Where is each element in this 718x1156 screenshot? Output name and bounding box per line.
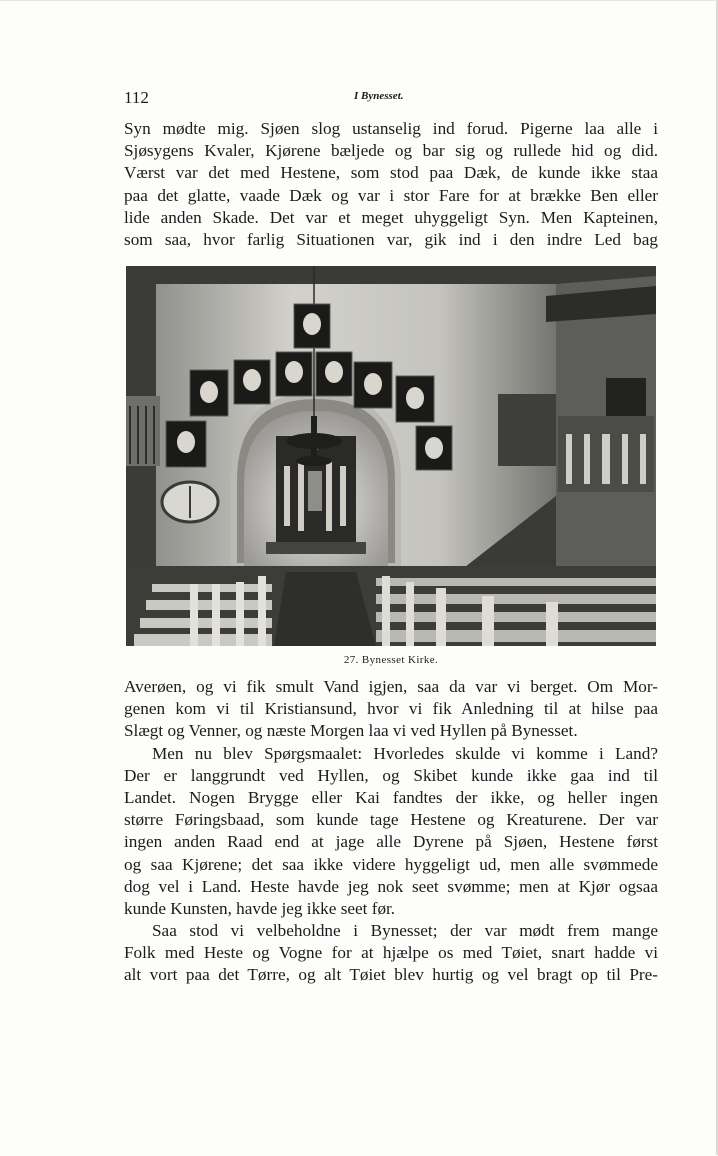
text-line: Slægt og Venner, og næste Morgen laa vi ved Hyllen på Bynesset. — [124, 721, 578, 741]
text-line: ingen anden Raad end at jage alle Dyrene på Sjøen, Hestene først — [124, 832, 658, 852]
text-line: lide anden Skade. Det var et meget uhyggeligt Syn. Men Kapteinen, — [124, 207, 658, 227]
text-line: Averøen, og vi fik smult Vand igjen, saa da var vi berget. Om Mor- — [124, 677, 658, 696]
text-line: Landet. Nogen Brygge eller Kai fandtes der ikke, og heller ingen — [124, 787, 658, 807]
text-line: Sjøsygens Kvaler, Kjørene bæljede og bar sig og rullede hid og did. — [124, 141, 658, 161]
running-title: I Bynesset. — [354, 90, 404, 102]
text-line: kunde Kunsten, havde jeg ikke seet før. — [124, 898, 396, 918]
text-line: Saa stod vi velbeholdne i Bynesset; der var mødt frem mange — [152, 921, 658, 941]
text-line: Folk med Heste og Vogne for at hjælpe os med Tøiet, snart hadde vi — [124, 943, 658, 963]
figure-caption: 27. Bynesset Kirke. — [343, 654, 439, 666]
text-line: Der er langgrundt ved Hyllen, og Skibet kunde ikke gaa ind til — [124, 765, 658, 785]
text-line: større Føringsbaad, som kunde tage Hestene og Kreaturene. Der var — [124, 810, 658, 830]
text-line: alt vort paa det Tørre, og alt Tøiet blev hurtig og vel bragt op til Pre- — [124, 965, 658, 985]
text-line: Syn mødte mig. Sjøen slog ustanselig ind forud. Pigerne laa alle i — [124, 119, 658, 138]
text-line: Men nu blev Spørgsmaalet: Hvorledes skulde vi komme i Land? — [152, 743, 658, 763]
text-line: og saa Kjørene; det saa ikke videre hyggeligt ud, men alle svømmede — [124, 854, 658, 874]
paragraph-bottom — [124, 676, 658, 987]
running-head — [124, 88, 657, 108]
church-interior-photo — [126, 266, 656, 646]
text-line: dog vel i Land. Heste havde jeg nok seet svømme; men at Kjør ogsaa — [124, 876, 658, 896]
text-line: paa det glatte, vaade Dæk og var i stor Fare for at brække Ben eller — [124, 185, 658, 205]
page-number: 112 — [124, 88, 149, 107]
paragraph-top — [124, 118, 658, 251]
text-line: som saa, hvor farlig Situationen var, gik ind i den indre Led bag — [124, 229, 658, 249]
text-line: Værst var det med Hestene, som stod paa Dæk, de kunde ikke staa — [124, 163, 658, 183]
text-line: genen kom vi til Kristiansund, hvor vi fik Anledning til at hilse paa — [124, 699, 658, 719]
